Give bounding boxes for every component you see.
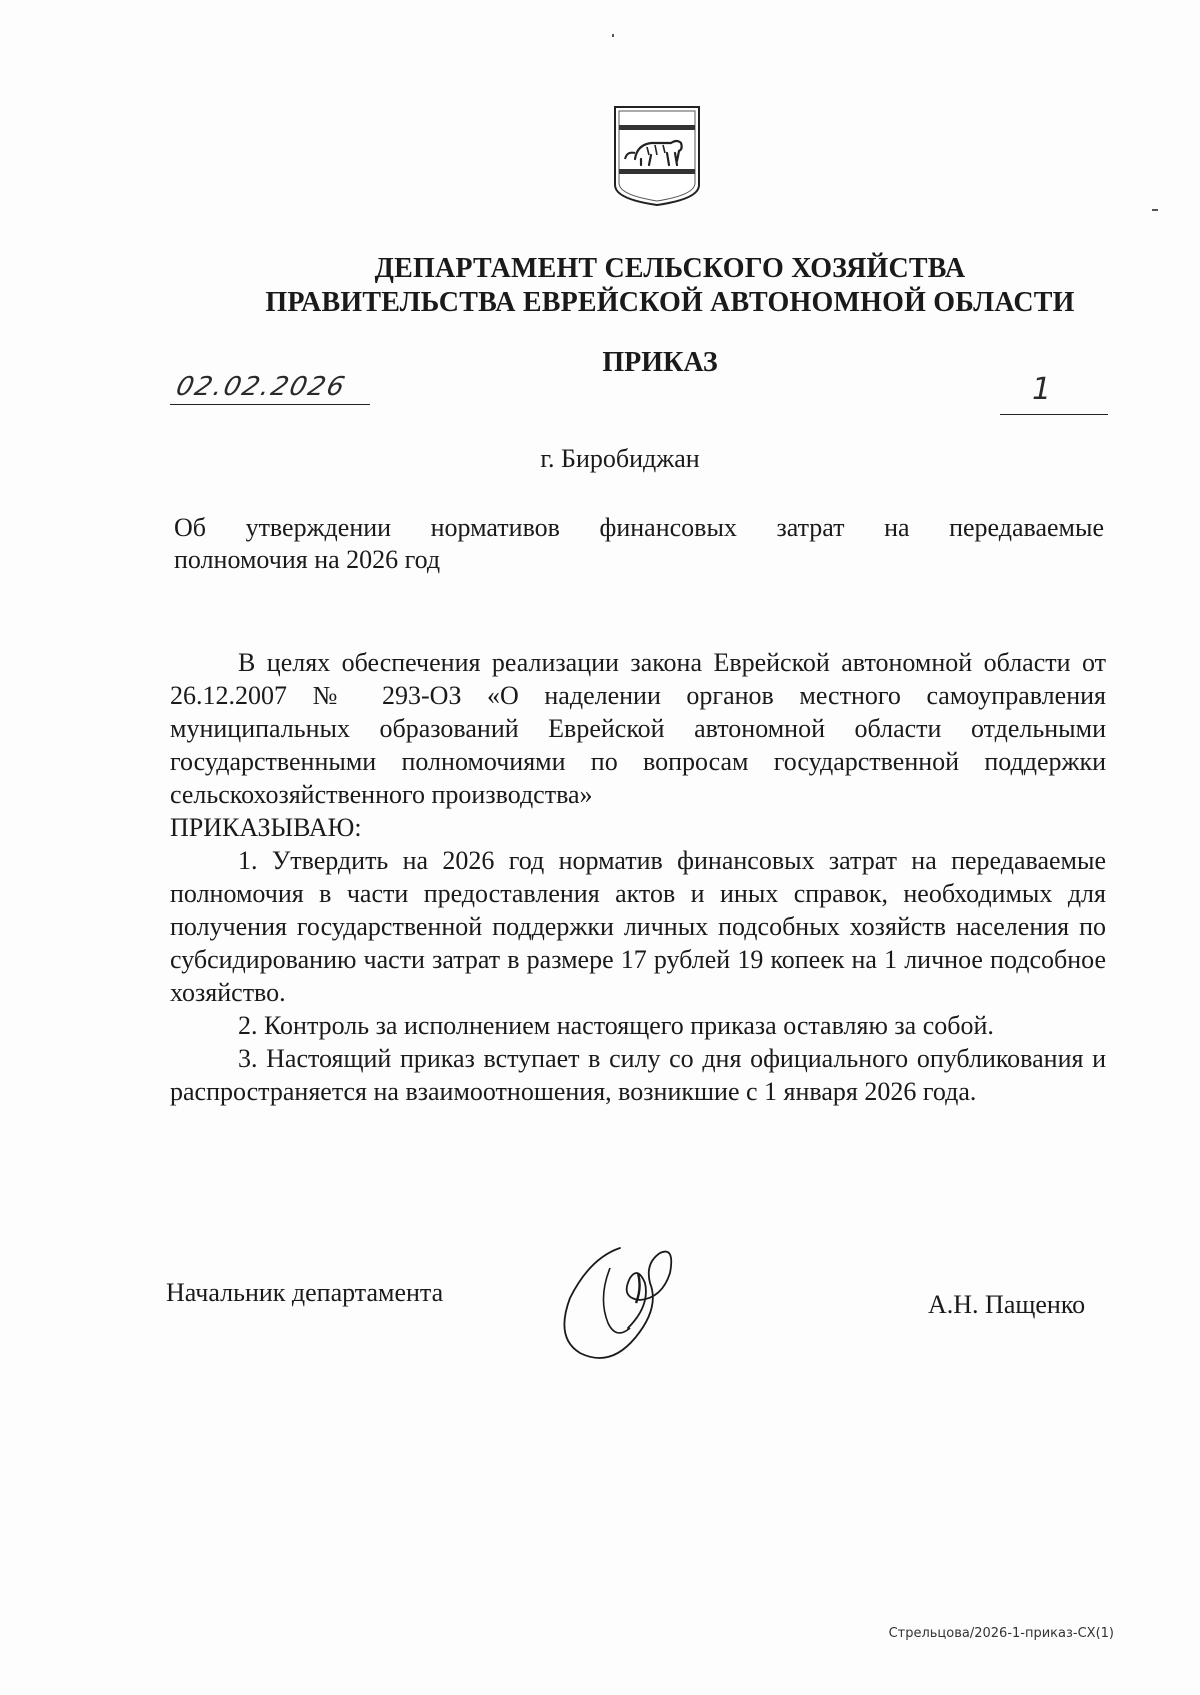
department-line-1: ДЕПАРТАМЕНТ СЕЛЬСКОГО ХОЗЯЙСТВА <box>374 253 966 284</box>
handwritten-date: 02.02.2026 <box>173 372 350 402</box>
order-subject <box>174 512 1104 576</box>
scan-speck <box>612 34 614 37</box>
department-line-2: ПРАВИТЕЛЬСТВА ЕВРЕЙСКОЙ АВТОНОМНОЙ ОБЛАСТИ <box>265 287 1075 318</box>
order-item-1: 1. Утвердить на 2026 год норматив финансовых затрат на передаваемые полномочия в части предоставления актов и иных справок, необходимых для получения государственной поддержки личных подсобных хозяйств населения по субсидированию части затрат в размере 17 рублей 19 копеек на 1 личное подсобное хозяйство. <box>170 846 1106 1007</box>
order-item-2: 2. Контроль за исполнением настоящего приказа оставляю за собой. <box>238 1011 994 1040</box>
preamble-paragraph: В целях обеспечения реализации закона Еврейской автономной области от 26.12.2007 № 293-ОЗ «О наделении органов местного самоуправления муниципальных образований Еврейской автономной области отдельными государственными полномочиями по вопросам государственной поддержки сельскохозяйственного производства» <box>170 648 1106 809</box>
number-underline <box>1000 414 1108 415</box>
signatory-name: А.Н. Пащенко <box>928 1290 1086 1319</box>
subject-line-2: полномочия на 2026 год <box>174 545 441 574</box>
order-keyword: ПРИКАЗЫВАЮ: <box>170 813 362 842</box>
document-type: ПРИКАЗ <box>602 347 718 378</box>
scan-speck <box>1152 209 1158 211</box>
order-item-3: 3. Настоящий приказ вступает в силу со дня официального опубликования и распространяется на взаимоотношения, возникшие с 1 января 2026 года. <box>170 1044 1106 1106</box>
city: г. Биробиджан <box>540 444 700 473</box>
order-body <box>170 646 1106 1108</box>
coat-of-arms-icon <box>611 103 703 209</box>
handwritten-number: 1 <box>1032 372 1052 407</box>
signature-icon <box>550 1228 700 1378</box>
date-underline <box>170 404 370 405</box>
signatory-role: Начальник департамента <box>166 1278 444 1307</box>
document-code: Стрельцова/2026-1-приказ-СХ(1) <box>888 1626 1114 1641</box>
department-name <box>200 252 1140 320</box>
subject-line-1: Об утверждении нормативов финансовых затрат на передаваемые <box>174 513 1104 542</box>
